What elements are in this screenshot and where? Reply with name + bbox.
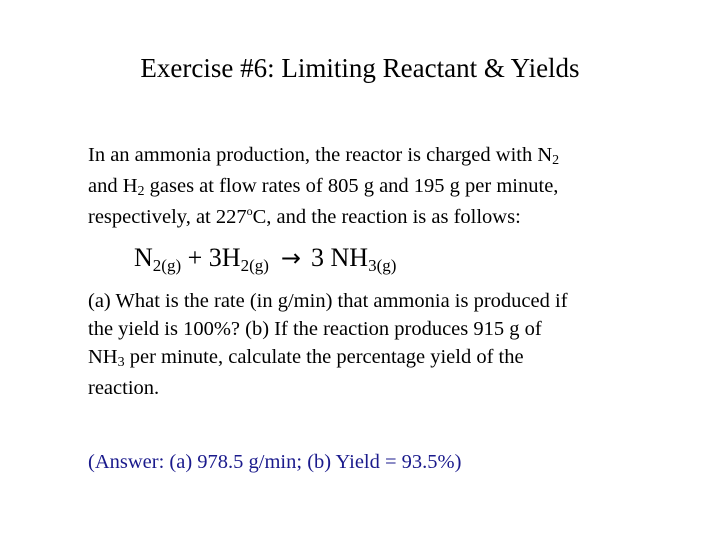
product-ammonia: 3 NH bbox=[311, 243, 369, 272]
slide-title: Exercise #6: Limiting Reactant & Yields bbox=[140, 53, 580, 83]
question-line-1: (a) What is the rate (in g/min) that ammonia is produced if bbox=[88, 290, 568, 312]
intro-text: C, and the reaction is as follows: bbox=[252, 206, 521, 228]
problem-intro bbox=[88, 141, 559, 233]
intro-line-1 bbox=[88, 141, 559, 172]
reactant-nitrogen: N bbox=[134, 243, 153, 272]
state-subscript: 3(g) bbox=[368, 256, 397, 275]
question-line-2: the yield is 100%? (b) If the reaction produces 915 g of bbox=[88, 318, 542, 340]
question-text: NH bbox=[88, 346, 118, 368]
degree-superscript: o bbox=[246, 204, 253, 218]
intro-line-3 bbox=[88, 203, 559, 233]
reaction-arrow-icon: → bbox=[280, 244, 301, 272]
intro-text: and H bbox=[88, 175, 138, 197]
answer-text: (Answer: (a) 978.5 g/min; (b) Yield = 93.5%) bbox=[88, 451, 462, 473]
intro-text: gases at flow rates of 805 g and 195 g per minute, bbox=[144, 175, 559, 197]
state-subscript: 2(g) bbox=[152, 256, 182, 275]
intro-line-2 bbox=[88, 172, 559, 203]
question-line-4: reaction. bbox=[88, 377, 160, 399]
subscript: 2 bbox=[137, 184, 145, 199]
subscript: 3 bbox=[117, 355, 125, 370]
intro-text: In an ammonia production, the reactor is charged with N bbox=[88, 144, 553, 166]
plus-sign: + bbox=[181, 243, 209, 272]
question-line-3 bbox=[88, 343, 568, 374]
state-subscript: 2(g) bbox=[240, 256, 269, 275]
problem-question bbox=[88, 287, 568, 402]
chemical-equation bbox=[134, 240, 396, 279]
question-text: per minute, calculate the percentage yield of the bbox=[124, 346, 524, 368]
subscript: 2 bbox=[552, 153, 560, 168]
intro-text: respectively, at 227 bbox=[88, 206, 247, 228]
reactant-hydrogen: 3H bbox=[208, 243, 241, 272]
